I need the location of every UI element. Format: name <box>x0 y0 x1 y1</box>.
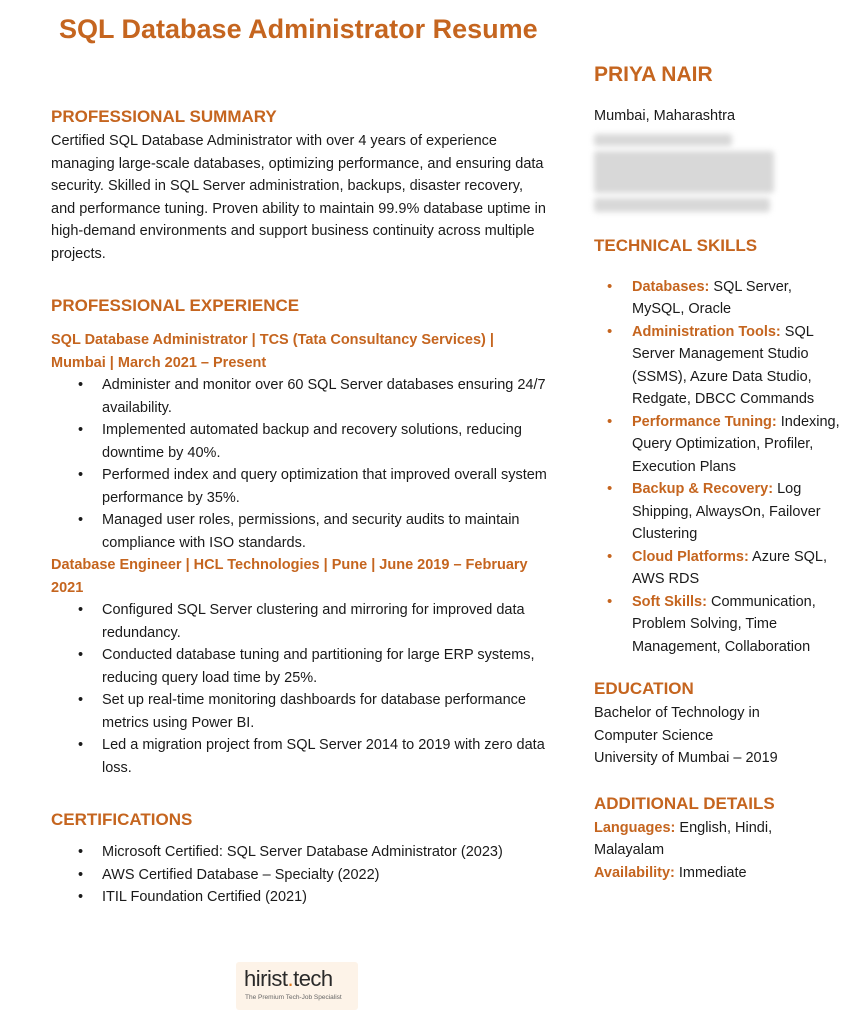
redacted-phone <box>594 134 732 146</box>
skill-label: Soft Skills: <box>632 593 707 610</box>
skill-text: Communication, Problem Solving, Time Management, Collaboration <box>632 593 816 655</box>
job-bullets <box>51 374 551 554</box>
redacted-email <box>594 151 774 193</box>
languages-text: English, Hindi, Malayalam <box>594 819 773 858</box>
languages-line <box>594 817 844 862</box>
list-item: • Administer and monitor over 60 SQL Server databases ensuring 24/7 availability. <box>102 374 551 419</box>
list-item: • Microsoft Certified: SQL Server Database Administrator (2023) <box>102 841 551 864</box>
list-item <box>632 591 844 659</box>
list-item <box>632 321 844 411</box>
skill-label: Databases: <box>632 278 710 295</box>
job-title: Database Engineer | HCL Technologies | Pune | June 2019 – February 2021 <box>51 557 528 596</box>
additional-heading: ADDITIONAL DETAILS <box>594 793 775 813</box>
logo-tagline: The Premium Tech-Job Specialist <box>245 994 342 1001</box>
education-university: University of Mumbai – 2019 <box>594 750 778 766</box>
list-item <box>632 276 844 321</box>
certifications-heading: CERTIFICATIONS <box>51 810 193 829</box>
left-column <box>51 104 551 909</box>
list-item <box>632 478 844 546</box>
skill-label: Backup & Recovery: <box>632 481 774 497</box>
skill-text: SQL Server, MySQL, Oracle <box>632 278 792 317</box>
hirist-logo <box>236 962 358 1010</box>
skill-text: SQL Server Management Studio (SSMS), Azure Data Studio, Redgate, DBCC Commands <box>632 323 815 407</box>
education-degree: Bachelor of Technology in <box>594 705 760 721</box>
availability-line <box>594 862 844 885</box>
certifications-list <box>51 841 551 909</box>
skills-heading: TECHNICAL SKILLS <box>594 235 758 255</box>
list-item: • Configured SQL Server clustering and mirroring for improved data redundancy. <box>102 599 551 644</box>
availability-label: Availability: <box>594 864 675 881</box>
skill-text: Log Shipping, AlwaysOn, Failover Clustering <box>632 481 821 542</box>
job-bullets <box>51 599 551 779</box>
list-item: • Managed user roles, permissions, and security audits to maintain compliance with ISO standards. <box>102 509 551 554</box>
skill-label: Administration Tools: <box>632 323 781 340</box>
summary-text: Certified SQL Database Administrator with over 4 years of experience managing large-scale databases, optimizing performance, and ensuring data security. Skilled in SQL Server administration, backups, disaster recovery, and performance tuning. Proven ability to maintain 99.9% database uptime in high-demand environments and support business continuity across multiple projects. <box>51 133 546 262</box>
list-item: • ITIL Foundation Certified (2021) <box>102 886 551 909</box>
list-item: • Conducted database tuning and partitioning for large ERP systems, reducing query load time by 25%. <box>102 644 551 689</box>
resume-title: SQL Database Administrator Resume <box>59 14 538 44</box>
experience-heading: PROFESSIONAL EXPERIENCE <box>51 296 300 315</box>
list-item <box>632 411 844 479</box>
education-field: Computer Science <box>594 727 714 744</box>
logo-brand-main: hirist <box>244 966 288 991</box>
logo-brand-end: tech <box>293 966 333 991</box>
list-item: • Set up real-time monitoring dashboards for database performance metrics using Power BI. <box>102 689 551 734</box>
list-item: • Led a migration project from SQL Server 2014 to 2019 with zero data loss. <box>102 734 551 779</box>
candidate-name: PRIYA NAIR <box>594 63 713 86</box>
summary-heading: PROFESSIONAL SUMMARY <box>51 107 277 126</box>
job-entry-1 <box>51 329 551 554</box>
list-item: • Performed index and query optimization that improved overall system performance by 35%. <box>102 464 551 509</box>
job-entry-2 <box>51 554 551 779</box>
redacted-link <box>594 198 770 212</box>
education-heading: EDUCATION <box>594 679 694 698</box>
logo-brand-dot: . <box>287 966 294 991</box>
availability-text: Immediate <box>678 864 747 881</box>
skills-list <box>594 276 844 659</box>
job-title: SQL Database Administrator | TCS (Tata Consultancy Services) | Mumbai | March 2021 – Present <box>51 332 494 371</box>
list-item: • AWS Certified Database – Specialty (2022) <box>102 864 551 887</box>
list-item <box>632 546 844 591</box>
list-item: • Implemented automated backup and recovery solutions, reducing downtime by 40%. <box>102 419 551 464</box>
right-column <box>594 60 844 884</box>
logo-wordmark <box>244 966 333 992</box>
candidate-location: Mumbai, Maharashtra <box>594 108 736 124</box>
languages-label: Languages: <box>594 819 676 836</box>
skill-label: Cloud Platforms: <box>632 548 749 565</box>
skill-text: Azure SQL, AWS RDS <box>632 548 827 587</box>
skill-text: Indexing, Query Optimization, Profiler, Execution Plans <box>632 413 840 475</box>
skill-label: Performance Tuning: <box>632 413 777 430</box>
